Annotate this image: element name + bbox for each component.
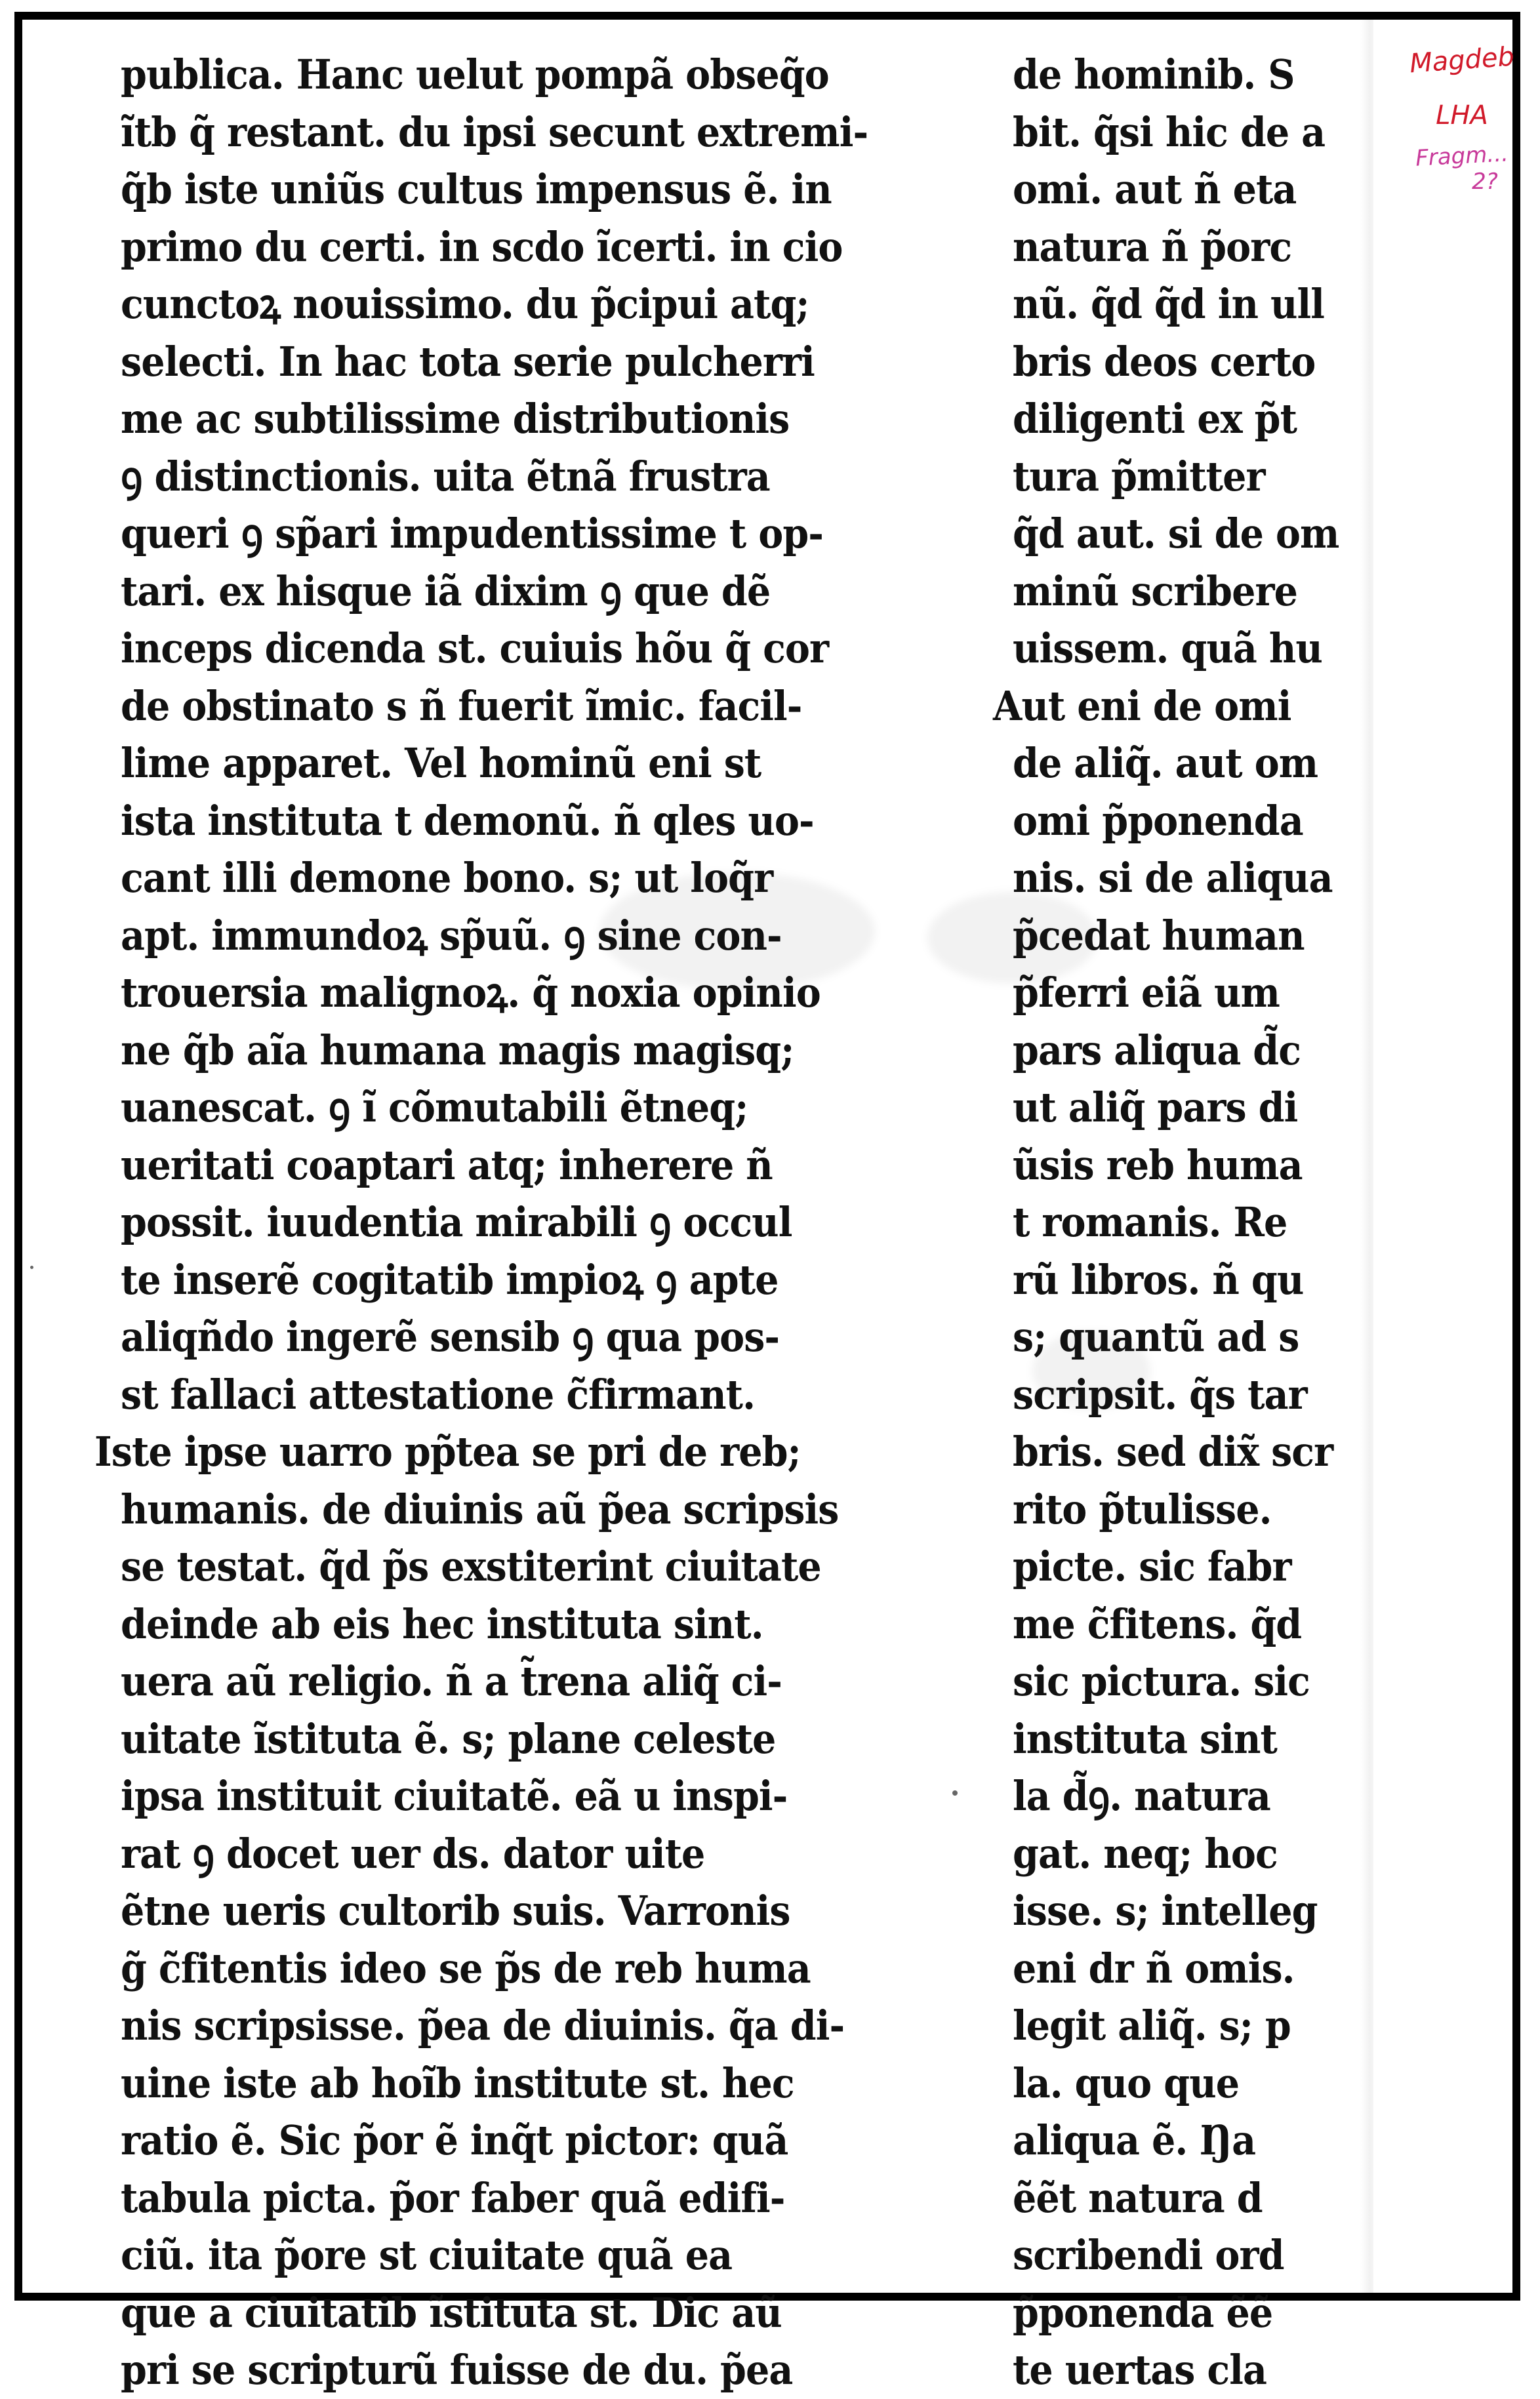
text-line: humanis. de diuinis aũ p̃ea scripsis bbox=[121, 1485, 839, 1533]
text-line: nis. si de aliqua bbox=[1013, 854, 1333, 902]
text-line: ẽtne ueris cultorib suis. Varronis bbox=[121, 1887, 790, 1935]
text-line: nis scripsisse. p̃ea de diuinis. q̃a di- bbox=[121, 2002, 845, 2049]
text-line: cant illi demone bono. s; ut loq̃r bbox=[121, 854, 773, 902]
text-line: possit. iuudentia mirabili ꝯ occul bbox=[121, 1198, 792, 1246]
annotation-archive-code: LHA bbox=[1436, 100, 1488, 131]
text-line: bris. sed dix̃ scr bbox=[1013, 1428, 1333, 1476]
ink-speck bbox=[30, 1266, 33, 1269]
text-line: isse. s; intelleg bbox=[1013, 1887, 1318, 1935]
text-line: rũ libros. ñ qu bbox=[1013, 1255, 1304, 1304]
text-line: lime apparet. Vel hominũ eni st bbox=[121, 739, 761, 787]
text-line: bris deos certo bbox=[1013, 337, 1316, 386]
text-line: apt. immundoꝝ sp̃uũ. ꝯ sine con- bbox=[121, 911, 782, 959]
annotation-fragment-label: Fragm... bbox=[1415, 140, 1509, 172]
photo-frame bbox=[14, 12, 1520, 2394]
text-line: gat. neq; hoc bbox=[1013, 1829, 1278, 1878]
text-line: pri se scripturũ fuisse de du. p̃ea bbox=[121, 2346, 793, 2394]
text-line: p̃ferri eiã um bbox=[1013, 969, 1280, 1017]
text-line: te uertas cla bbox=[1013, 2346, 1266, 2394]
text-line: Iste ipse uarro pp̃tea se pri de reb; bbox=[94, 1428, 801, 1476]
text-line: ratio ẽ. Sic p̃or ẽ inq̃t pictor: quã bbox=[121, 2116, 788, 2164]
text-line: se testat. q̃d p̃s exstiterint ciuitate bbox=[121, 1542, 821, 1590]
text-line: omi. aut ñ eta bbox=[1013, 165, 1297, 213]
text-line: q̃d aut. si de om bbox=[1013, 510, 1339, 557]
text-line: de obstinato s ñ fuerit ĩmic. facil- bbox=[121, 681, 802, 730]
text-line: te inserẽ cogitatib impioꝝ ꝯ apte bbox=[121, 1255, 779, 1304]
catalog-annotation bbox=[1400, 41, 1524, 195]
text-line: uine iste ab hoĩb institute st. hec bbox=[121, 2059, 794, 2107]
text-line: me ac subtilissime distributionis bbox=[121, 395, 790, 443]
text-line: omi p̃ponenda bbox=[1013, 796, 1303, 845]
text-line: eni dr ñ omis. bbox=[1013, 1944, 1295, 1992]
text-line: sic pictura. sic bbox=[1013, 1657, 1310, 1705]
text-line: legit aliq̃. s; p bbox=[1013, 2002, 1291, 2049]
text-line: queri ꝯ sp̃ari impudentissime t op- bbox=[121, 510, 824, 557]
annotation-fragment-number: 2? bbox=[1472, 169, 1498, 195]
text-line: de aliq̃. aut om bbox=[1013, 739, 1318, 787]
text-line: s; quantũ ad s bbox=[1013, 1313, 1299, 1361]
text-line: pars aliqua d̃c bbox=[1013, 1026, 1301, 1074]
text-line: tura p̃mitter bbox=[1013, 452, 1265, 500]
left-text-column bbox=[94, 46, 973, 2399]
text-line: primo du certi. in scdo ĩcerti. in cio bbox=[121, 222, 843, 271]
text-line: diligenti ex p̃t bbox=[1013, 395, 1297, 443]
right-text-column bbox=[993, 46, 1354, 2399]
text-line: ĩtb q̃ restant. du ipsi secunt extremi- bbox=[121, 108, 868, 156]
text-line: Aut eni de omi bbox=[993, 681, 1291, 730]
text-line: rat ꝯ docet uer ds. dator uite bbox=[121, 1829, 705, 1878]
text-line: ẽẽt natura d bbox=[1013, 2173, 1263, 2222]
text-line: la. quo que bbox=[1013, 2059, 1240, 2107]
text-line: uera aũ religio. ñ a t̃rena aliq̃ ci- bbox=[121, 1657, 782, 1705]
text-line: st fallaci attestatione c̃firmant. bbox=[121, 1370, 756, 1419]
text-line: publica. Hanc uelut pompã obseq̃o bbox=[121, 50, 829, 98]
text-line: t romanis. Re bbox=[1013, 1198, 1287, 1246]
text-line: ueritati coaptari atq; inherere ñ bbox=[121, 1140, 773, 1189]
text-line: ciũ. ita p̃ore st ciuitate quã ea bbox=[121, 2231, 733, 2279]
text-line: uanescat. ꝯ ĩ cõmutabili ẽtneq; bbox=[121, 1083, 748, 1131]
text-line: ũsis reb huma bbox=[1013, 1140, 1303, 1189]
text-line: picte. sic fabr bbox=[1013, 1542, 1291, 1590]
text-line: trouersia malignoꝝ. q̃ noxia opinio bbox=[121, 969, 821, 1017]
text-line: natura ñ p̃orc bbox=[1013, 222, 1292, 271]
text-line: rito p̃tulisse. bbox=[1013, 1485, 1272, 1533]
text-line: ne q̃b aĩa humana magis magisq; bbox=[121, 1026, 794, 1074]
text-line: instituta sint bbox=[1013, 1714, 1277, 1763]
text-line: la d̃ꝯ. natura bbox=[1013, 1772, 1270, 1820]
text-line: inceps dicenda st. cuiuis hõu q̃ cor bbox=[121, 624, 829, 672]
text-line: ipsa instituit ciuitatẽ. eã u inspi- bbox=[121, 1772, 788, 1820]
text-line: tabula picta. p̃or faber quã edifi- bbox=[121, 2173, 785, 2222]
text-line: uissem. quã hu bbox=[1013, 624, 1322, 672]
text-line: tari. ex hisque iã dixim ꝯ que dẽ bbox=[121, 567, 771, 615]
text-line: aliqua ẽ. Ŋa bbox=[1013, 2116, 1256, 2164]
text-line: nũ. q̃d q̃d in ull bbox=[1013, 280, 1325, 328]
text-line: me c̃fitens. q̃d bbox=[1013, 1600, 1302, 1648]
text-line: scripsit. q̃s tar bbox=[1013, 1370, 1307, 1419]
text-line: p̃ponenda ẽẽ bbox=[1013, 2288, 1273, 2337]
text-line: q̃b iste uniũs cultus impensus ẽ. in bbox=[121, 165, 832, 213]
text-line: deinde ab eis hec instituta sint. bbox=[121, 1600, 763, 1648]
text-line: bit. q̃si hic de a bbox=[1013, 108, 1326, 156]
text-line: de hominib. S bbox=[1013, 50, 1295, 98]
text-line: g̃ c̃fitentis ideo se p̃s de reb huma bbox=[121, 1944, 811, 1992]
text-line: uitate ĩstituta ẽ. s; plane celeste bbox=[121, 1714, 776, 1763]
text-line: p̃cedat human bbox=[1013, 911, 1305, 959]
text-line: selecti. In hac tota serie pulcherri bbox=[121, 337, 815, 386]
blank-margin bbox=[1373, 20, 1512, 2293]
text-line: ut aliq̃ pars di bbox=[1013, 1083, 1298, 1131]
annotation-archive-city: Magdeb bbox=[1408, 41, 1516, 79]
text-line: ista instituta t demonũ. ñ qles uo- bbox=[121, 796, 814, 845]
text-line: scribendi ord bbox=[1013, 2231, 1284, 2279]
text-line: minũ scribere bbox=[1013, 567, 1297, 615]
text-line: que a ciuitatib ĩstituta st. Dic aũ bbox=[121, 2288, 782, 2337]
text-line: ꝯ distinctionis. uita ẽtnã frustra bbox=[121, 452, 770, 500]
ink-speck bbox=[952, 1790, 958, 1796]
manuscript-page bbox=[22, 20, 1387, 2394]
text-line: cunctoꝝ nouissimo. du p̃cipui atq; bbox=[121, 280, 809, 328]
text-line: aliqñdo ingerẽ sensib ꝯ qua pos- bbox=[121, 1313, 780, 1361]
